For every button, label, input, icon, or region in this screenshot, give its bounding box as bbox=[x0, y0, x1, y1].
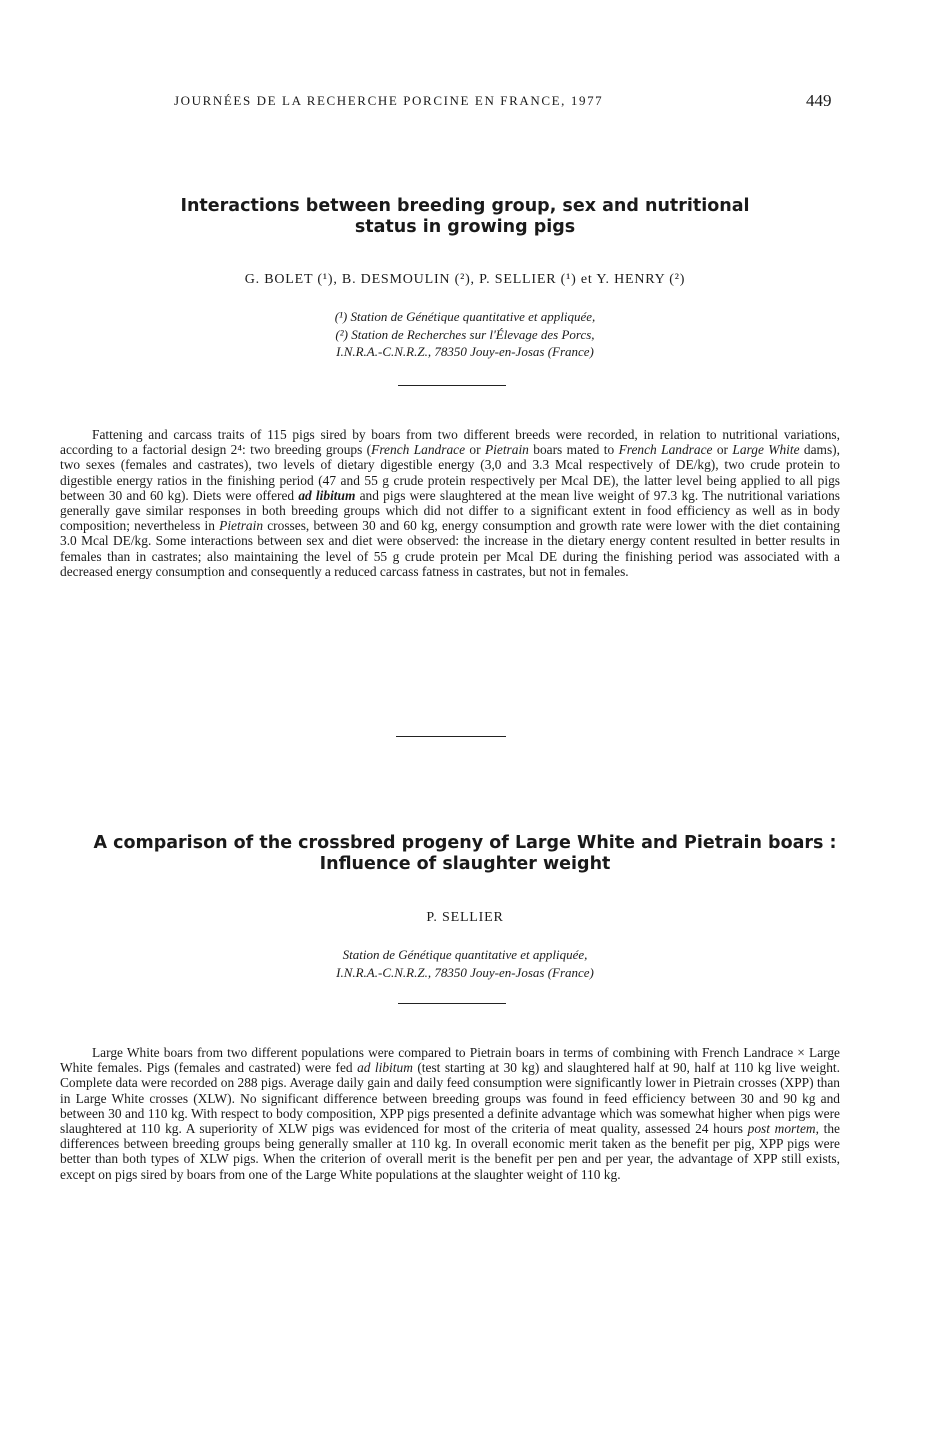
page-number: 449 bbox=[806, 91, 832, 110]
journal-title: JOURNÉES DE LA RECHERCHE PORCINE EN FRANCE, 1977 bbox=[174, 93, 604, 108]
article1-affiliation-2: (²) Station de Recherches sur l'Élevage des Porcs, bbox=[335, 326, 595, 342]
article2-separator bbox=[398, 1003, 506, 1004]
abstract-italic: Pietrain bbox=[484, 442, 529, 458]
article1-separator-top bbox=[398, 385, 506, 386]
article1-title bbox=[60, 196, 870, 238]
article1-affiliation-1: (¹) Station de Génétique quantitative et appliquée, bbox=[334, 309, 596, 324]
abstract-italic: Pietrain bbox=[219, 518, 264, 534]
article2-affiliations bbox=[60, 946, 870, 981]
article1-title-line2: status in growing pigs bbox=[354, 217, 576, 237]
article2-authors: P. SELLIER bbox=[426, 910, 504, 925]
abstract-text: boars mated to bbox=[528, 442, 619, 458]
article1-affiliation-3: I.N.R.A.-C.N.R.Z., 78350 Jouy-en-Josas (France) bbox=[336, 344, 594, 359]
article2-affiliation-2: I.N.R.A.-C.N.R.Z., 78350 Jouy-en-Josas (France) bbox=[336, 964, 594, 980]
abstract-text: and pigs were slaughtered at the mean live weight of 97.3 kg. The nutritional variations generally gave similar responses in both breeding groups which did not differ to a significant extent in food efficiency as well as in body composition; nevertheless in bbox=[60, 487, 840, 534]
abstract-text: , the differences between breeding groups being generally smaller at 110 kg. In overall economic merit taken as the benefit per pig, XPP pigs were better than both types of XLW pigs. When the criterion of overall merit is the benefit per pen and per year, the advantage of XPP still exists, except on pigs sired by boars from one of the Large White populations at the slaughter weight of 110 kg. bbox=[60, 1121, 840, 1182]
running-head bbox=[0, 93, 930, 113]
article2-title-line1: A comparison of the crossbred progeny of Large White and Pietrain boars : bbox=[93, 833, 837, 853]
article1-separator-bottom bbox=[396, 736, 506, 737]
abstract-italic: Large White bbox=[732, 442, 800, 458]
abstract-italic: ad libitum bbox=[357, 1060, 413, 1076]
abstract-italic: ad libitum bbox=[298, 487, 356, 503]
abstract-italic: French Landrace bbox=[618, 442, 713, 458]
abstract-text: dams), two sexes (females and castrates), two levels of dietary digestible energy (3,0 and 3.3 Mcal respectively of DE/kg), two crude protein to digestible energy ratios in the finishing period (47 and 55 g crude protein respectively per Mcal DE), the latter level being applied to all pigs between 30 and 60 kg). Diets were offered bbox=[60, 442, 840, 503]
article1-title-line1: Interactions between breeding group, sex and nutritional bbox=[180, 196, 750, 216]
abstract-text: Fattening and carcass traits of 115 pigs sired by boars from two different breeds were recorded, in relation to nutritional variations, according to a factorial design 2⁴: two breeding groups ( bbox=[60, 427, 840, 458]
abstract-text: or bbox=[712, 442, 733, 458]
abstract-text: crosses, between 30 and 60 kg, energy consumption and growth rate were lower with the diet containing 3.0 Mcal DE/kg. Some interactions between sex and diet were observed: the increase in the dietary energy content resulted in better results in females than in castrates; also maintaining the level of 55 g crude protein per Mcal DE during the finishing period was associated with a decreased energy consumption and consequently a reduced carcass fatness in castrates, but not in females. bbox=[60, 518, 840, 579]
abstract-italic: French Landrace bbox=[371, 442, 466, 458]
abstract-text: Large White boars from two different populations were compared to Pietrain boars in terms of combining with French Landrace × Large White females. Pigs (females and castrated) were fed bbox=[60, 1045, 840, 1076]
article2-affiliation-1: Station de Génétique quantitative et appliquée, bbox=[342, 947, 588, 962]
article1-abstract bbox=[60, 427, 840, 579]
article2-abstract bbox=[60, 1045, 840, 1182]
abstract-text: or bbox=[465, 442, 485, 458]
article2-title bbox=[45, 833, 885, 875]
abstract-text: (test starting at 30 kg) and slaughtered half at 90, half at 110 kg live weight. Complete data were recorded on 288 pigs. Average daily gain and daily feed consumption were significantly lower in Pietrain crosses (XPP) than in Large White crosses (XLW). No significant difference between breeding groups was found in feed efficiency between 30 and 90 kg and between 30 and 110 kg. With respect to body composition, XPP pigs presented a definite advantage which was somewhat higher when pigs were slaughtered at 110 kg. A superiority of XLW pigs was evidenced for most of the criteria of meat quality, assessed 24 hours bbox=[60, 1060, 840, 1137]
article2-title-line2: Influence of slaughter weight bbox=[319, 854, 611, 874]
article1-authors: G. BOLET (¹), B. DESMOULIN (²), P. SELLIER (¹) et Y. HENRY (²) bbox=[244, 272, 686, 287]
article1-affiliations bbox=[60, 308, 870, 361]
abstract-italic: post mortem bbox=[747, 1121, 816, 1137]
